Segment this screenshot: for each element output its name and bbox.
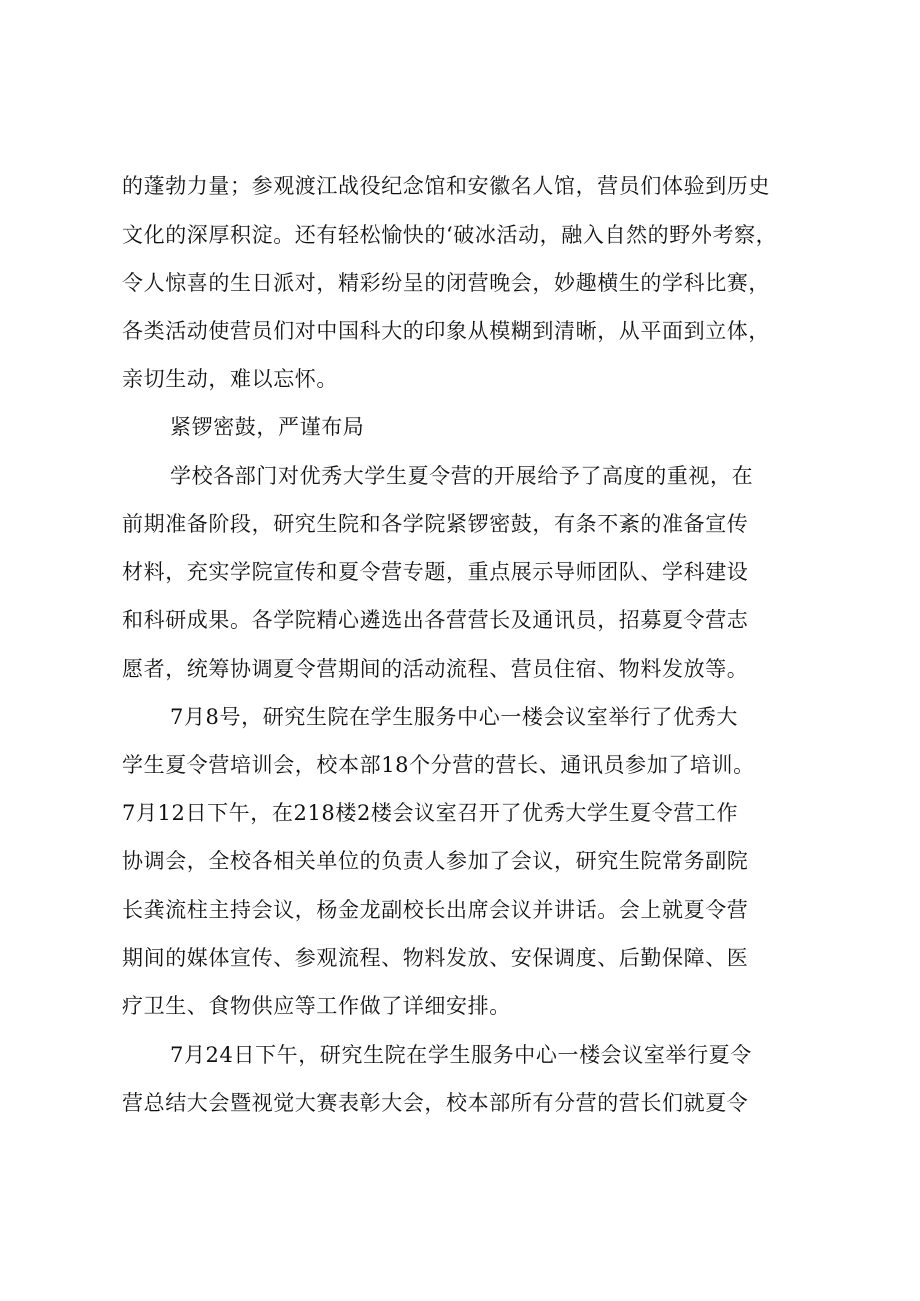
paragraph-line: 7月24日下午，研究生院在学生服务中心一楼会议室举行夏令	[170, 1043, 752, 1067]
paragraph-line: 和科研成果。各学院精心遴选出各营营长及通讯员，招募夏令营志	[122, 608, 749, 632]
paragraph-line: 期间的媒体宣传、参观流程、物料发放、安保调度、后勤保障、医	[122, 946, 749, 970]
paragraph-line: 前期准备阶段，研究生院和各学院紧锣密鼓，有条不紊的准备宣传	[122, 512, 749, 536]
paragraph-line: 的蓬勃力量；参观渡江战役纪念馆和安徽名人馆，营员们体验到历史	[122, 174, 770, 198]
section-heading: 紧锣密鼓，严谨布局	[170, 415, 365, 439]
paragraph-line: 协调会，全校各相关单位的负责人参加了会议，研究生院常务副院	[122, 849, 749, 873]
paragraph-line: 营总结大会暨视觉大赛表彰大会，校本部所有分营的营长们就夏令	[122, 1091, 749, 1115]
paragraph-line: 7月12日下午，在218楼2楼会议室召开了优秀大学生夏令营工作	[122, 801, 739, 825]
paragraph-line: 长龚流柱主持会议，杨金龙副校长出席会议并讲话。会上就夏令营	[122, 898, 749, 922]
paragraph-line: 愿者，统筹协调夏令营期间的活动流程、营员住宿、物料发放等。	[122, 657, 749, 681]
paragraph-line: 学校各部门对优秀大学生夏令营的开展给予了高度的重视，在	[170, 464, 754, 488]
paragraph-line: 7月8号，研究生院在学生服务中心一楼会议室举行了优秀大	[170, 705, 738, 729]
paragraph-line: 各类活动使营员们对中国科大的印象从模糊到清晰，从平面到立体，	[122, 319, 770, 343]
paragraph-line: 文化的深厚积淀。还有轻松愉快的‘破冰活动，融入自然的野外考察，	[122, 223, 778, 247]
paragraph-line: 学生夏令营培训会，校本部18个分营的营长、通讯员参加了培训。	[122, 753, 755, 777]
paragraph-line: 亲切生动，难以忘怀。	[122, 367, 338, 391]
paragraph-line: 疗卫生、食物供应等工作做了详细安排。	[122, 994, 511, 1018]
paragraph-line: 令人惊喜的生日派对，精彩纷呈的闭营晚会，妙趣横生的学科比赛，	[122, 271, 770, 295]
paragraph-line: 材料，充实学院宣传和夏令营专题，重点展示导师团队、学科建设	[122, 560, 749, 584]
